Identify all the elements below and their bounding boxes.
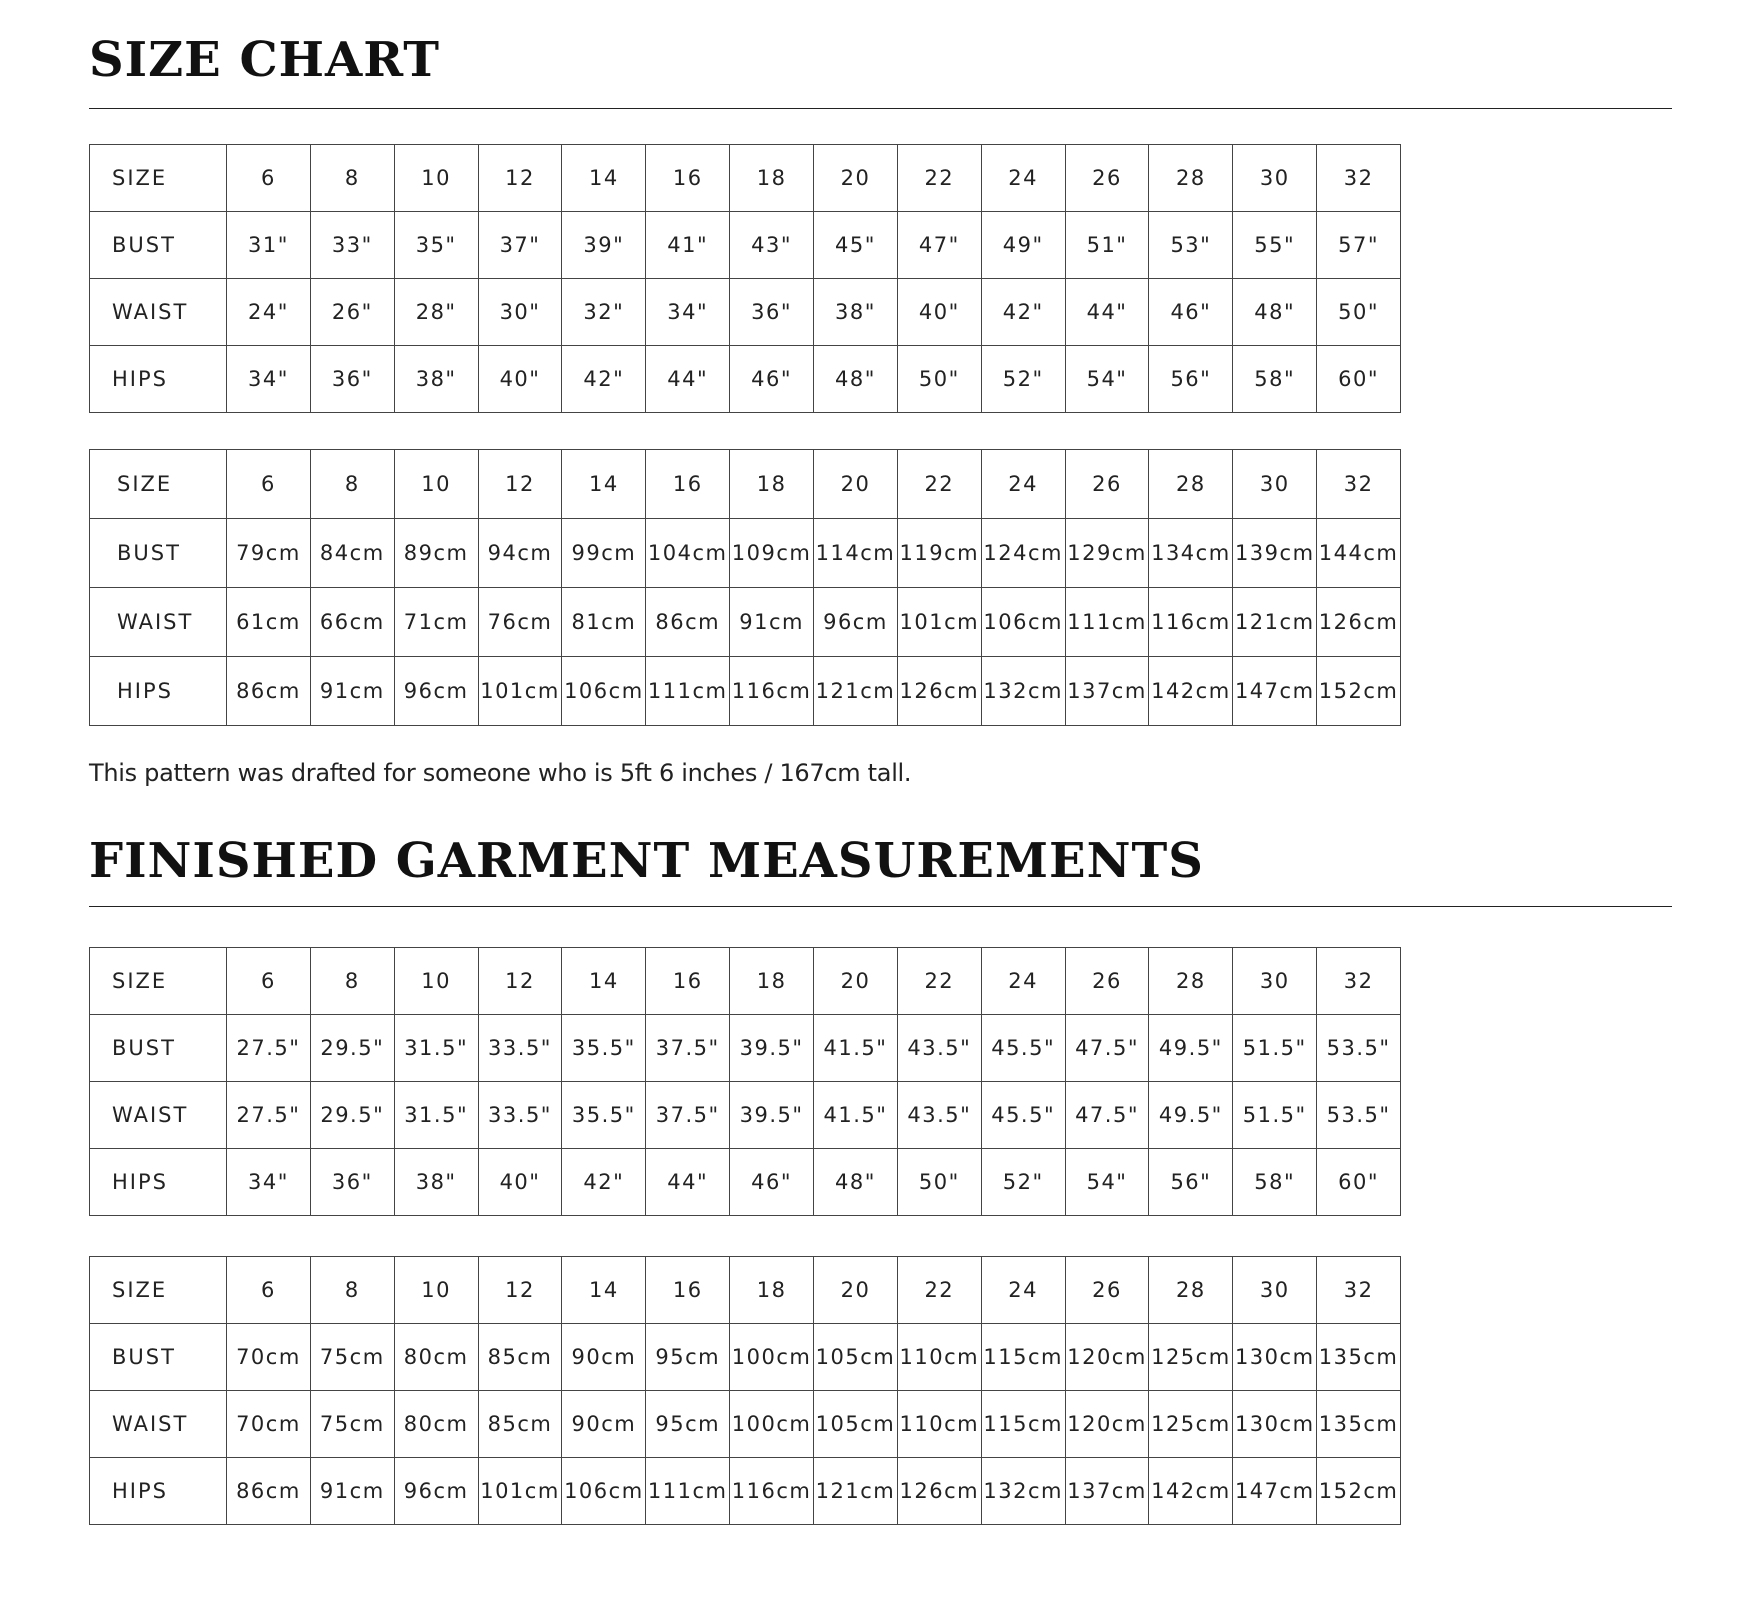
table-row (90, 1257, 1401, 1324)
table-cell: 116cm (730, 657, 814, 726)
table-cell: 75cm (310, 1391, 394, 1458)
row-label: SIZE (90, 948, 227, 1015)
table-cell: 50" (897, 346, 981, 413)
table-cell: 119cm (897, 519, 981, 588)
table-cell: 66cm (310, 588, 394, 657)
table-cell: 76cm (478, 588, 562, 657)
table-cell: 36" (310, 1149, 394, 1216)
table-cell: 106cm (562, 1458, 646, 1525)
table-cell: 85cm (478, 1324, 562, 1391)
table-cell: 70cm (227, 1324, 311, 1391)
table-cell: 47.5" (1065, 1082, 1149, 1149)
table-cell: 99cm (562, 519, 646, 588)
table-cell: 101cm (478, 1458, 562, 1525)
row-label: SIZE (90, 145, 227, 212)
table-cell: 47.5" (1065, 1015, 1149, 1082)
row-label: HIPS (90, 346, 227, 413)
table-cell: 18 (730, 948, 814, 1015)
table-cell: 44" (1065, 279, 1149, 346)
table-cell: 22 (897, 450, 981, 519)
table-cell: 55" (1233, 212, 1317, 279)
row-label: WAIST (90, 1391, 227, 1458)
table-cell: 57" (1317, 212, 1401, 279)
table-cell: 14 (562, 145, 646, 212)
table-cell: 84cm (310, 519, 394, 588)
row-label: BUST (90, 519, 227, 588)
size-chart-divider (89, 108, 1672, 109)
table-cell: 28" (394, 279, 478, 346)
table-cell: 28 (1149, 450, 1233, 519)
table-cell: 96cm (394, 1458, 478, 1525)
table-cell: 38" (394, 346, 478, 413)
table-cell: 38" (394, 1149, 478, 1216)
table-cell: 6 (227, 450, 311, 519)
table-cell: 26 (1065, 1257, 1149, 1324)
table-cell: 16 (646, 450, 730, 519)
table-cell: 51.5" (1233, 1082, 1317, 1149)
table-cell: 20 (814, 1257, 898, 1324)
table-cell: 75cm (310, 1324, 394, 1391)
table-cell: 109cm (730, 519, 814, 588)
table-cell: 18 (730, 1257, 814, 1324)
table-cell: 10 (394, 1257, 478, 1324)
finished-garment-divider (89, 906, 1672, 907)
table-cell: 105cm (814, 1324, 898, 1391)
table-cell: 26" (310, 279, 394, 346)
table-cell: 111cm (646, 657, 730, 726)
table-cell: 49" (981, 212, 1065, 279)
table-cell: 45.5" (981, 1015, 1065, 1082)
row-label: SIZE (90, 450, 227, 519)
table-cell: 18 (730, 145, 814, 212)
table-cell: 106cm (981, 588, 1065, 657)
table-cell: 30 (1233, 1257, 1317, 1324)
table-row (90, 346, 1401, 413)
table-cell: 126cm (1317, 588, 1401, 657)
table-cell: 58" (1233, 1149, 1317, 1216)
table-cell: 42" (562, 346, 646, 413)
table-cell: 90cm (562, 1391, 646, 1458)
table-cell: 126cm (897, 657, 981, 726)
table-cell: 26 (1065, 145, 1149, 212)
table-cell: 91cm (730, 588, 814, 657)
table-cell: 114cm (814, 519, 898, 588)
table-cell: 79cm (227, 519, 311, 588)
table-cell: 111cm (1065, 588, 1149, 657)
table-cell: 110cm (897, 1324, 981, 1391)
table-cell: 81cm (562, 588, 646, 657)
table-cell: 42" (981, 279, 1065, 346)
table-cell: 142cm (1149, 657, 1233, 726)
table-cell: 101cm (897, 588, 981, 657)
table-cell: 30 (1233, 450, 1317, 519)
table-cell: 20 (814, 450, 898, 519)
table-cell: 14 (562, 948, 646, 1015)
table-row (90, 1149, 1401, 1216)
table-cell: 34" (227, 346, 311, 413)
table-cell: 20 (814, 948, 898, 1015)
table-cell: 152cm (1317, 657, 1401, 726)
table-cell: 120cm (1065, 1324, 1149, 1391)
table-cell: 46" (730, 1149, 814, 1216)
table-cell: 52" (981, 1149, 1065, 1216)
table-cell: 91cm (310, 1458, 394, 1525)
table-cell: 36" (730, 279, 814, 346)
table-cell: 26 (1065, 948, 1149, 1015)
table-cell: 80cm (394, 1391, 478, 1458)
table-row (90, 1391, 1401, 1458)
table-cell: 53.5" (1317, 1015, 1401, 1082)
table-cell: 34" (227, 1149, 311, 1216)
size-chart-title: SIZE CHART (89, 32, 441, 88)
table-cell: 86cm (646, 588, 730, 657)
table-cell: 10 (394, 145, 478, 212)
table-cell: 115cm (981, 1324, 1065, 1391)
table-cell: 24" (227, 279, 311, 346)
table-cell: 104cm (646, 519, 730, 588)
table-cell: 6 (227, 1257, 311, 1324)
table-cell: 8 (310, 1257, 394, 1324)
table-cell: 85cm (478, 1391, 562, 1458)
table-cell: 34" (646, 279, 730, 346)
table-cell: 31.5" (394, 1015, 478, 1082)
table-cell: 90cm (562, 1324, 646, 1391)
finished-garment-inches-table (89, 947, 1401, 1216)
table-row (90, 657, 1401, 726)
table-cell: 30 (1233, 145, 1317, 212)
row-label: WAIST (90, 588, 227, 657)
table-cell: 32" (562, 279, 646, 346)
table-cell: 116cm (1149, 588, 1233, 657)
table-cell: 51.5" (1233, 1015, 1317, 1082)
table-cell: 49.5" (1149, 1015, 1233, 1082)
table-cell: 61cm (227, 588, 311, 657)
row-label: WAIST (90, 1082, 227, 1149)
table-cell: 124cm (981, 519, 1065, 588)
table-cell: 35.5" (562, 1082, 646, 1149)
table-cell: 53.5" (1317, 1082, 1401, 1149)
table-cell: 10 (394, 450, 478, 519)
table-cell: 121cm (814, 1458, 898, 1525)
table-cell: 12 (478, 1257, 562, 1324)
table-cell: 95cm (646, 1324, 730, 1391)
table-cell: 8 (310, 450, 394, 519)
table-cell: 18 (730, 450, 814, 519)
table-cell: 20 (814, 145, 898, 212)
table-cell: 54" (1065, 1149, 1149, 1216)
table-cell: 50" (1317, 279, 1401, 346)
table-cell: 46" (730, 346, 814, 413)
row-label: WAIST (90, 279, 227, 346)
table-cell: 43.5" (897, 1082, 981, 1149)
table-row (90, 519, 1401, 588)
table-cell: 39.5" (730, 1015, 814, 1082)
table-cell: 24 (981, 450, 1065, 519)
table-cell: 8 (310, 145, 394, 212)
table-cell: 139cm (1233, 519, 1317, 588)
table-cell: 71cm (394, 588, 478, 657)
table-cell: 80cm (394, 1324, 478, 1391)
table-cell: 105cm (814, 1391, 898, 1458)
row-label: BUST (90, 1015, 227, 1082)
table-cell: 48" (1233, 279, 1317, 346)
table-cell: 41.5" (814, 1082, 898, 1149)
table-cell: 33.5" (478, 1082, 562, 1149)
table-cell: 132cm (981, 1458, 1065, 1525)
table-cell: 29.5" (310, 1015, 394, 1082)
table-cell: 101cm (478, 657, 562, 726)
table-cell: 27.5" (227, 1082, 311, 1149)
table-cell: 22 (897, 1257, 981, 1324)
row-label: SIZE (90, 1257, 227, 1324)
table-cell: 47" (897, 212, 981, 279)
table-cell: 142cm (1149, 1458, 1233, 1525)
table-cell: 31.5" (394, 1082, 478, 1149)
table-cell: 24 (981, 145, 1065, 212)
table-cell: 12 (478, 450, 562, 519)
table-cell: 40" (478, 346, 562, 413)
table-cell: 121cm (1233, 588, 1317, 657)
row-label: HIPS (90, 1458, 227, 1525)
table-cell: 22 (897, 145, 981, 212)
table-cell: 70cm (227, 1391, 311, 1458)
table-cell: 37" (478, 212, 562, 279)
table-cell: 38" (814, 279, 898, 346)
table-cell: 29.5" (310, 1082, 394, 1149)
table-cell: 36" (310, 346, 394, 413)
table-cell: 30" (478, 279, 562, 346)
table-cell: 12 (478, 145, 562, 212)
table-cell: 45.5" (981, 1082, 1065, 1149)
finished-garment-cm-table (89, 1256, 1401, 1525)
table-cell: 28 (1149, 1257, 1233, 1324)
table-cell: 45" (814, 212, 898, 279)
table-cell: 33.5" (478, 1015, 562, 1082)
table-cell: 126cm (897, 1458, 981, 1525)
pattern-height-note: This pattern was drafted for someone who is 5ft 6 inches / 167cm tall. (89, 759, 912, 787)
table-cell: 135cm (1317, 1324, 1401, 1391)
table-cell: 30 (1233, 948, 1317, 1015)
table-row (90, 948, 1401, 1015)
table-cell: 10 (394, 948, 478, 1015)
table-cell: 56" (1149, 1149, 1233, 1216)
table-cell: 14 (562, 450, 646, 519)
table-cell: 95cm (646, 1391, 730, 1458)
table-cell: 130cm (1233, 1324, 1317, 1391)
table-cell: 26 (1065, 450, 1149, 519)
finished-garment-title: FINISHED GARMENT MEASUREMENTS (89, 833, 1204, 889)
table-cell: 6 (227, 145, 311, 212)
table-cell: 53" (1149, 212, 1233, 279)
table-cell: 22 (897, 948, 981, 1015)
table-cell: 91cm (310, 657, 394, 726)
table-cell: 54" (1065, 346, 1149, 413)
table-cell: 94cm (478, 519, 562, 588)
table-cell: 32 (1317, 145, 1401, 212)
table-cell: 48" (814, 346, 898, 413)
table-cell: 24 (981, 948, 1065, 1015)
table-cell: 32 (1317, 948, 1401, 1015)
table-cell: 27.5" (227, 1015, 311, 1082)
table-cell: 16 (646, 145, 730, 212)
table-cell: 50" (897, 1149, 981, 1216)
table-cell: 43" (730, 212, 814, 279)
row-label: HIPS (90, 1149, 227, 1216)
table-cell: 134cm (1149, 519, 1233, 588)
table-cell: 60" (1317, 1149, 1401, 1216)
table-row (90, 1082, 1401, 1149)
table-row (90, 588, 1401, 657)
table-cell: 120cm (1065, 1391, 1149, 1458)
table-cell: 137cm (1065, 657, 1149, 726)
table-cell: 96cm (394, 657, 478, 726)
table-cell: 44" (646, 1149, 730, 1216)
table-cell: 41.5" (814, 1015, 898, 1082)
row-label: BUST (90, 1324, 227, 1391)
table-cell: 86cm (227, 1458, 311, 1525)
table-cell: 14 (562, 1257, 646, 1324)
table-row (90, 279, 1401, 346)
table-cell: 28 (1149, 145, 1233, 212)
table-cell: 129cm (1065, 519, 1149, 588)
table-cell: 40" (897, 279, 981, 346)
table-cell: 86cm (227, 657, 311, 726)
table-cell: 48" (814, 1149, 898, 1216)
table-cell: 40" (478, 1149, 562, 1216)
table-cell: 111cm (646, 1458, 730, 1525)
table-row (90, 212, 1401, 279)
table-cell: 121cm (814, 657, 898, 726)
table-cell: 33" (310, 212, 394, 279)
table-row (90, 1324, 1401, 1391)
size-chart-cm-table (89, 449, 1401, 726)
table-cell: 51" (1065, 212, 1149, 279)
table-cell: 35" (394, 212, 478, 279)
table-cell: 115cm (981, 1391, 1065, 1458)
table-cell: 100cm (730, 1324, 814, 1391)
table-cell: 152cm (1317, 1458, 1401, 1525)
table-row (90, 1458, 1401, 1525)
table-cell: 96cm (814, 588, 898, 657)
table-cell: 56" (1149, 346, 1233, 413)
table-cell: 31" (227, 212, 311, 279)
table-cell: 132cm (981, 657, 1065, 726)
table-cell: 46" (1149, 279, 1233, 346)
table-cell: 147cm (1233, 1458, 1317, 1525)
table-cell: 137cm (1065, 1458, 1149, 1525)
table-cell: 52" (981, 346, 1065, 413)
table-cell: 39.5" (730, 1082, 814, 1149)
table-cell: 125cm (1149, 1391, 1233, 1458)
table-cell: 28 (1149, 948, 1233, 1015)
table-cell: 89cm (394, 519, 478, 588)
table-cell: 37.5" (646, 1082, 730, 1149)
table-cell: 58" (1233, 346, 1317, 413)
table-cell: 125cm (1149, 1324, 1233, 1391)
table-cell: 60" (1317, 346, 1401, 413)
table-cell: 6 (227, 948, 311, 1015)
table-cell: 41" (646, 212, 730, 279)
table-cell: 42" (562, 1149, 646, 1216)
table-cell: 44" (646, 346, 730, 413)
table-cell: 144cm (1317, 519, 1401, 588)
table-cell: 116cm (730, 1458, 814, 1525)
table-row (90, 145, 1401, 212)
table-cell: 16 (646, 1257, 730, 1324)
row-label: HIPS (90, 657, 227, 726)
table-cell: 37.5" (646, 1015, 730, 1082)
table-cell: 39" (562, 212, 646, 279)
row-label: BUST (90, 212, 227, 279)
table-cell: 135cm (1317, 1391, 1401, 1458)
table-cell: 110cm (897, 1391, 981, 1458)
table-cell: 49.5" (1149, 1082, 1233, 1149)
table-cell: 43.5" (897, 1015, 981, 1082)
table-cell: 16 (646, 948, 730, 1015)
table-cell: 147cm (1233, 657, 1317, 726)
table-cell: 8 (310, 948, 394, 1015)
table-cell: 24 (981, 1257, 1065, 1324)
size-chart-inches-table (89, 144, 1401, 413)
table-cell: 12 (478, 948, 562, 1015)
table-cell: 106cm (562, 657, 646, 726)
table-cell: 100cm (730, 1391, 814, 1458)
table-row (90, 450, 1401, 519)
table-cell: 32 (1317, 1257, 1401, 1324)
table-cell: 130cm (1233, 1391, 1317, 1458)
table-cell: 32 (1317, 450, 1401, 519)
table-cell: 35.5" (562, 1015, 646, 1082)
table-row (90, 1015, 1401, 1082)
